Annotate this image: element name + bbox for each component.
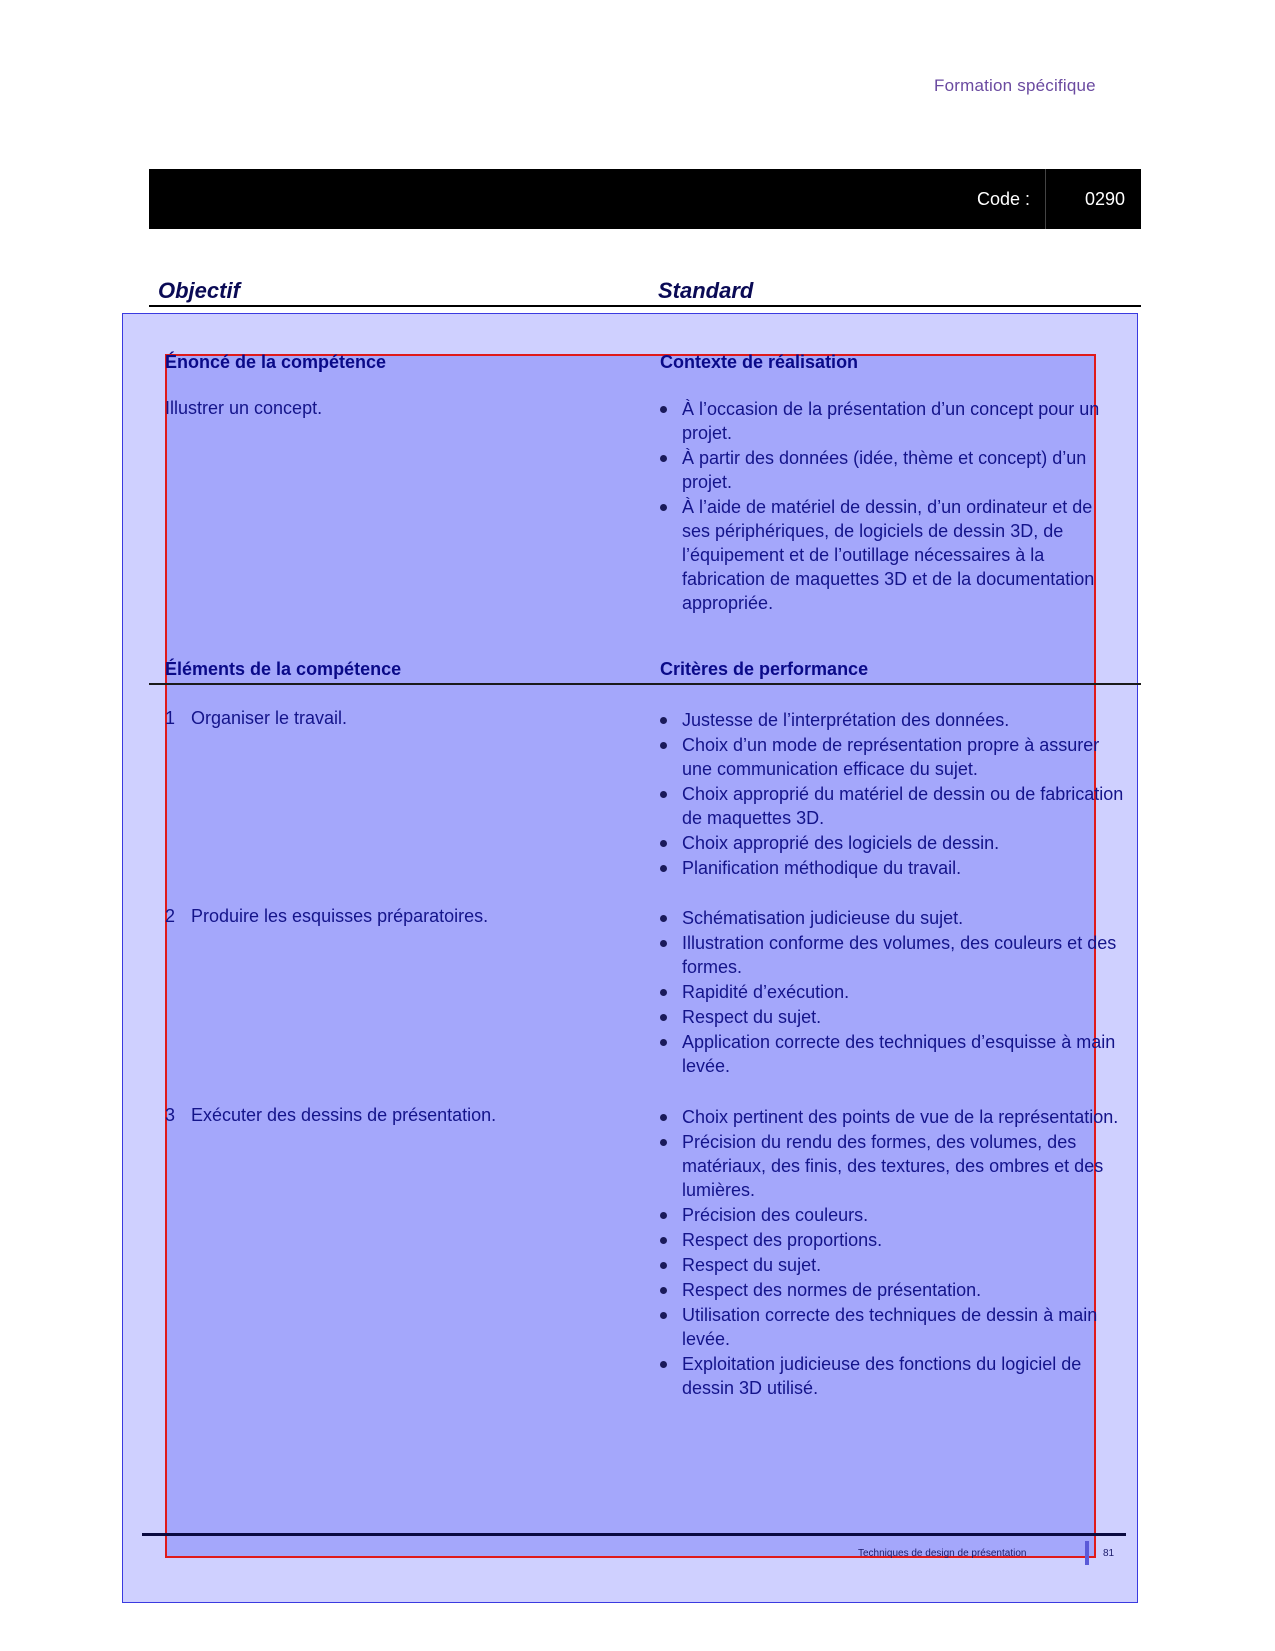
element-number: 1: [165, 708, 176, 728]
list-item: Choix pertinent des points de vue de la représentation.: [660, 1105, 1130, 1129]
list-item: Respect du sujet.: [660, 1253, 1130, 1277]
element-1: [165, 708, 347, 729]
list-item: Schématisation judicieuse du sujet.: [660, 906, 1130, 930]
competence-statement: Illustrer un concept.: [165, 398, 323, 418]
section-rule: [149, 683, 1141, 685]
code-label: Code :: [977, 189, 1031, 209]
competence-statement-title: Énoncé de la compétence: [165, 352, 387, 372]
list-item: À l’occasion de la présentation d’un concept pour un projet.: [660, 397, 1125, 445]
code-value: 0290: [1085, 189, 1126, 209]
element-2: [165, 906, 488, 927]
heading-rule: [149, 305, 1141, 307]
list-item: Planification méthodique du travail.: [660, 856, 1130, 880]
list-item: À partir des données (idée, thème et concept) d’un projet.: [660, 446, 1125, 494]
context-list: [660, 397, 1125, 616]
objective-heading: Objectif: [158, 278, 240, 303]
list-item: À l’aide de matériel de dessin, d’un ordinateur et de ses périphériques, de logiciels de dessin 3D, de l’équipement et de l’outillage nécessaires à la fabrication de maquettes 3D et de la documentation appropriée.: [660, 495, 1125, 615]
element-3: [165, 1105, 496, 1126]
competence-elements-title: Éléments de la compétence: [165, 659, 402, 679]
footer-rule: [142, 1533, 1126, 1536]
list-item: Choix approprié des logiciels de dessin.: [660, 831, 1130, 855]
list-item: Choix approprié du matériel de dessin ou de fabrication de maquettes 3D.: [660, 782, 1130, 830]
list-item: Respect du sujet.: [660, 1005, 1130, 1029]
element-label: Exécuter des dessins de présentation.: [191, 1105, 497, 1125]
footer-title: Techniques de design de présentation: [858, 1548, 1027, 1559]
criteria-list-1: [660, 708, 1130, 881]
list-item: Rapidité d’exécution.: [660, 980, 1130, 1004]
list-item: Respect des normes de présentation.: [660, 1278, 1130, 1302]
list-item: Exploitation judicieuse des fonctions du logiciel de dessin 3D utilisé.: [660, 1352, 1130, 1400]
list-item: Justesse de l’interprétation des données.: [660, 708, 1130, 732]
element-label: Organiser le travail.: [191, 708, 348, 728]
element-label: Produire les esquisses préparatoires.: [191, 906, 489, 926]
list-item: Choix d’un mode de représentation propre à assurer une communication efficace du sujet.: [660, 733, 1130, 781]
code-divider: [1045, 169, 1046, 229]
footer-divider: [1085, 1541, 1089, 1565]
list-item: Application correcte des techniques d’esquisse à main levée.: [660, 1030, 1130, 1078]
performance-criteria-title: Critères de performance: [660, 659, 869, 679]
list-item: Respect des proportions.: [660, 1228, 1130, 1252]
context-title: Contexte de réalisation: [660, 352, 859, 372]
list-item: Précision du rendu des formes, des volumes, des matériaux, des finis, des textures, des ombres et des lumières.: [660, 1130, 1130, 1202]
list-item: Utilisation correcte des techniques de dessin à main levée.: [660, 1303, 1130, 1351]
list-item: Illustration conforme des volumes, des couleurs et des formes.: [660, 931, 1130, 979]
program-label: Formation spécifique: [934, 76, 1096, 95]
list-item: Précision des couleurs.: [660, 1203, 1130, 1227]
element-number: 3: [165, 1105, 176, 1125]
criteria-list-2: [660, 906, 1130, 1079]
code-bar: [149, 169, 1141, 229]
column-headings: [158, 278, 778, 302]
page-number: 81: [1103, 1548, 1115, 1559]
standard-heading: Standard: [658, 278, 754, 303]
criteria-list-3: [660, 1105, 1130, 1401]
element-number: 2: [165, 906, 176, 926]
